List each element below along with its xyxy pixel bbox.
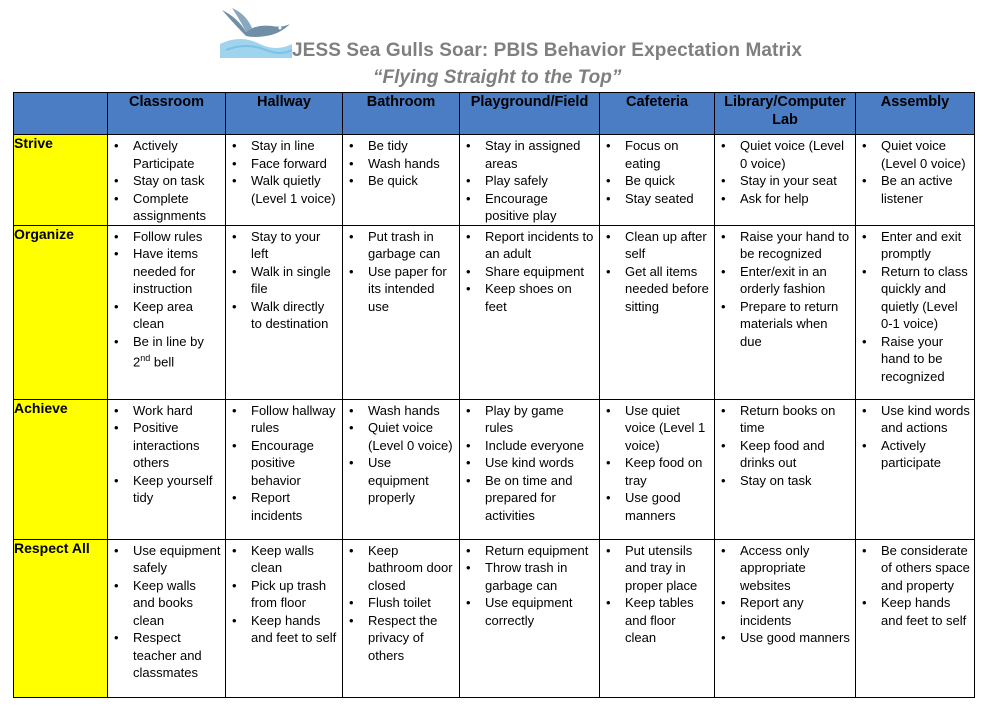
column-header-library: Library/Computer Lab bbox=[715, 93, 856, 135]
expectation-item: • Keep area clean bbox=[133, 298, 221, 333]
expectation-item: • Clean up after self bbox=[625, 228, 710, 263]
expectation-item: • Encourage positive behavior bbox=[251, 437, 338, 490]
expectation-item: • Be an active listener bbox=[881, 172, 970, 207]
expectation-item: • Return books on time bbox=[740, 402, 851, 437]
expectation-item: • Use kind words bbox=[485, 454, 595, 472]
expectation-item: • Stay on task bbox=[740, 472, 851, 490]
expectation-item: • Use quiet voice (Level 1 voice) bbox=[625, 402, 710, 455]
expectation-item: • Quiet voice (Level 0 voice) bbox=[881, 137, 970, 172]
expectation-item: • Put utensils and tray in proper place bbox=[625, 542, 710, 595]
expectation-list bbox=[460, 228, 599, 316]
matrix-cell bbox=[460, 399, 600, 539]
column-header-classroom: Classroom bbox=[108, 93, 226, 135]
matrix-cell bbox=[460, 539, 600, 697]
expectation-list bbox=[600, 542, 714, 647]
matrix-cell bbox=[715, 399, 856, 539]
expectation-item: • Walk quietly (Level 1 voice) bbox=[251, 172, 338, 207]
page-title: JESS Sea Gulls Soar: PBIS Behavior Expectation Matrix bbox=[292, 40, 803, 61]
expectation-item: • Throw trash in garbage can bbox=[485, 559, 595, 594]
expectation-item: • Quiet voice (Level 0 voice) bbox=[368, 419, 455, 454]
expectation-item: • Keep tables and floor clean bbox=[625, 594, 710, 647]
seagull-icon bbox=[216, 4, 296, 60]
expectation-item: • Be quick bbox=[368, 172, 455, 190]
column-header-playground: Playground/Field bbox=[460, 93, 600, 135]
matrix-cell bbox=[108, 539, 226, 697]
expectation-list bbox=[460, 542, 599, 630]
expectation-item: • Return equipment bbox=[485, 542, 595, 560]
matrix-cell bbox=[343, 539, 460, 697]
expectation-item: • Wash hands bbox=[368, 402, 455, 420]
expectation-list bbox=[226, 228, 342, 333]
expectation-list bbox=[856, 542, 974, 630]
expectation-list bbox=[343, 542, 459, 665]
expectation-list bbox=[856, 402, 974, 472]
expectation-list bbox=[856, 137, 974, 207]
expectation-item: • Pick up trash from floor bbox=[251, 577, 338, 612]
expectation-item: • Follow rules bbox=[133, 228, 221, 246]
expectation-list bbox=[460, 137, 599, 225]
expectation-item: • Keep food on tray bbox=[625, 454, 710, 489]
expectation-item: • Stay to your left bbox=[251, 228, 338, 263]
expectation-item: • Prepare to return materials when due bbox=[740, 298, 851, 351]
matrix-cell bbox=[460, 225, 600, 399]
matrix-cell bbox=[108, 225, 226, 399]
expectation-item: • Stay in assigned areas bbox=[485, 137, 595, 172]
matrix-cell bbox=[856, 135, 975, 226]
expectation-item: • Enter/exit in an orderly fashion bbox=[740, 263, 851, 298]
expectation-list bbox=[226, 402, 342, 525]
matrix-cell bbox=[343, 225, 460, 399]
expectation-item: • Keep walls and books clean bbox=[133, 577, 221, 630]
expectation-item: • Keep food and drinks out bbox=[740, 437, 851, 472]
expectation-list bbox=[343, 228, 459, 316]
matrix-cell bbox=[856, 399, 975, 539]
expectation-item: • Get all items needed before sitting bbox=[625, 263, 710, 316]
expectation-item: • Use equipment safely bbox=[133, 542, 221, 577]
expectation-item: • Use good manners bbox=[625, 489, 710, 524]
expectation-item: • Keep walls clean bbox=[251, 542, 338, 577]
expectation-item: • Include everyone bbox=[485, 437, 595, 455]
expectation-item: • Raise your hand to be recognized bbox=[740, 228, 851, 263]
column-header-bathroom: Bathroom bbox=[343, 93, 460, 135]
header-row bbox=[14, 93, 975, 135]
expectation-item: • Complete assignments bbox=[133, 190, 221, 225]
matrix-cell bbox=[715, 225, 856, 399]
expectation-list bbox=[715, 402, 855, 490]
expectation-item: • Use equipment properly bbox=[368, 454, 455, 507]
expectation-item: • Report incidents to an adult bbox=[485, 228, 595, 263]
expectation-list bbox=[600, 137, 714, 207]
matrix-cell bbox=[460, 135, 600, 226]
behavior-matrix-table bbox=[13, 92, 975, 698]
expectation-item: • Access only appropriate websites bbox=[740, 542, 851, 595]
expectation-list bbox=[108, 542, 225, 682]
expectation-item: • Report incidents bbox=[251, 489, 338, 524]
expectation-list bbox=[856, 228, 974, 386]
expectation-item: • Use paper for its intended use bbox=[368, 263, 455, 316]
page-subtitle: “Flying Straight to the Top” bbox=[373, 67, 622, 88]
expectation-item: • Actively participate bbox=[881, 437, 970, 472]
expectation-list bbox=[460, 402, 599, 525]
column-header-hallway: Hallway bbox=[226, 93, 343, 135]
matrix-cell bbox=[856, 539, 975, 697]
expectation-item: • Encourage positive play bbox=[485, 190, 595, 225]
expectation-item: • Respect the privacy of others bbox=[368, 612, 455, 665]
expectation-item: • Be tidy bbox=[368, 137, 455, 155]
row-header: Achieve bbox=[14, 399, 108, 539]
expectation-item: • Walk in single file bbox=[251, 263, 338, 298]
matrix-cell bbox=[600, 539, 715, 697]
expectation-item: • Play by game rules bbox=[485, 402, 595, 437]
matrix-row bbox=[14, 225, 975, 399]
expectation-list bbox=[226, 542, 342, 647]
expectation-item: • Focus on eating bbox=[625, 137, 710, 172]
matrix-cell bbox=[600, 135, 715, 226]
expectation-item: • Keep bathroom door closed bbox=[368, 542, 455, 595]
matrix-cell bbox=[600, 225, 715, 399]
matrix-cell bbox=[226, 135, 343, 226]
column-header-cafeteria: Cafeteria bbox=[600, 93, 715, 135]
expectation-item: • Face forward bbox=[251, 155, 338, 173]
expectation-item: • Be on time and prepared for activities bbox=[485, 472, 595, 525]
expectation-item: • Keep shoes on feet bbox=[485, 280, 595, 315]
expectation-item: • Raise your hand to be recognized bbox=[881, 333, 970, 386]
expectation-item: • Keep hands and feet to self bbox=[251, 612, 338, 647]
expectation-list bbox=[600, 228, 714, 316]
expectation-list bbox=[343, 137, 459, 190]
expectation-list bbox=[226, 137, 342, 207]
expectation-item: • Stay on task bbox=[133, 172, 221, 190]
expectation-item: • Be in line by 2nd bell bbox=[133, 333, 221, 371]
matrix-cell bbox=[715, 135, 856, 226]
expectation-item: • Wash hands bbox=[368, 155, 455, 173]
row-header: Strive bbox=[14, 135, 108, 226]
expectation-list bbox=[343, 402, 459, 507]
matrix-row bbox=[14, 135, 975, 226]
expectation-item: • Follow hallway rules bbox=[251, 402, 338, 437]
matrix-cell bbox=[226, 539, 343, 697]
matrix-cell bbox=[343, 399, 460, 539]
matrix-row bbox=[14, 399, 975, 539]
seagull-logo bbox=[216, 4, 296, 60]
expectation-item: • Stay seated bbox=[625, 190, 710, 208]
expectation-item: • Stay in your seat bbox=[740, 172, 851, 190]
matrix-cell bbox=[108, 399, 226, 539]
expectation-item: • Keep yourself tidy bbox=[133, 472, 221, 507]
expectation-item: • Ask for help bbox=[740, 190, 851, 208]
expectation-item: • Report any incidents bbox=[740, 594, 851, 629]
matrix-cell bbox=[108, 135, 226, 226]
expectation-item: • Quiet voice (Level 0 voice) bbox=[740, 137, 851, 172]
expectation-item: • Be quick bbox=[625, 172, 710, 190]
matrix-cell bbox=[343, 135, 460, 226]
expectation-list bbox=[108, 137, 225, 225]
expectation-item: • Use equipment correctly bbox=[485, 594, 595, 629]
expectation-item: • Walk directly to destination bbox=[251, 298, 338, 333]
expectation-list bbox=[715, 137, 855, 207]
matrix-row bbox=[14, 539, 975, 697]
matrix-cell bbox=[715, 539, 856, 697]
corner-cell bbox=[14, 93, 108, 135]
column-header-assembly: Assembly bbox=[856, 93, 975, 135]
row-header: Organize bbox=[14, 225, 108, 399]
matrix-cell bbox=[226, 399, 343, 539]
expectation-item: • Enter and exit promptly bbox=[881, 228, 970, 263]
expectation-item: • Positive interactions others bbox=[133, 419, 221, 472]
expectation-item: • Use good manners bbox=[740, 629, 851, 647]
expectation-item: • Return to class quickly and quietly (Level 0-1 voice) bbox=[881, 263, 970, 333]
expectation-item: • Work hard bbox=[133, 402, 221, 420]
expectation-item: • Put trash in garbage can bbox=[368, 228, 455, 263]
matrix-cell bbox=[226, 225, 343, 399]
expectation-item: • Play safely bbox=[485, 172, 595, 190]
expectation-item: • Be considerate of others space and property bbox=[881, 542, 970, 595]
expectation-item: • Share equipment bbox=[485, 263, 595, 281]
matrix-body bbox=[14, 93, 975, 698]
expectation-item: • Stay in line bbox=[251, 137, 338, 155]
expectation-list bbox=[108, 228, 225, 371]
matrix-cell bbox=[856, 225, 975, 399]
expectation-item: • Have items needed for instruction bbox=[133, 245, 221, 298]
row-header: Respect All bbox=[14, 539, 108, 697]
expectation-item: • Keep hands and feet to self bbox=[881, 594, 970, 629]
expectation-item: • Actively Participate bbox=[133, 137, 221, 172]
expectation-item: • Flush toilet bbox=[368, 594, 455, 612]
expectation-list bbox=[108, 402, 225, 507]
expectation-item: • Respect teacher and classmates bbox=[133, 629, 221, 682]
matrix-cell bbox=[600, 399, 715, 539]
expectation-list bbox=[600, 402, 714, 525]
expectation-list bbox=[715, 228, 855, 351]
expectation-list bbox=[715, 542, 855, 647]
expectation-item: • Use kind words and actions bbox=[881, 402, 970, 437]
